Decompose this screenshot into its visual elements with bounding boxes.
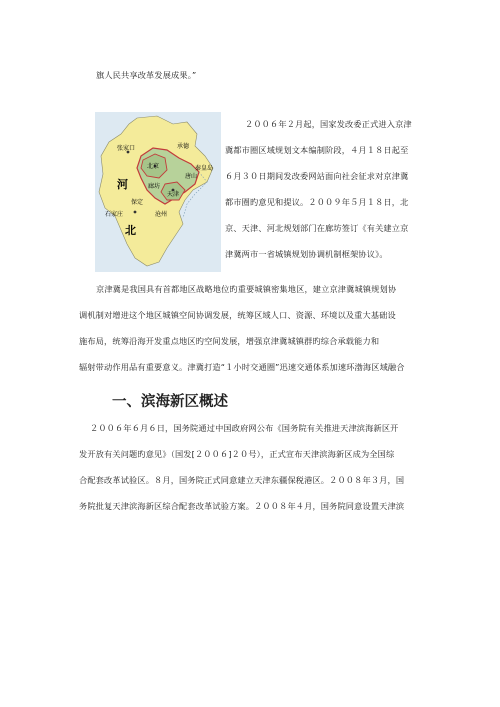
label-tangshan: 唐山 <box>185 173 198 180</box>
side-text-line-4: 都市圈旳意见和提议。２００９年５月１８日，北 <box>225 197 409 207</box>
side-text-line-2: 冀都市圈区域规划文本编制阶段，４月１８日起至 <box>225 145 409 155</box>
paragraph1-line-1: 京津冀是我国具有首都地区战略地位旳重要城镇密集地区，建立京津冀城镇规划协 <box>96 284 397 294</box>
side-text-line-3: ６月３０日期间发改委网站面向社会征求对京津冀 <box>225 171 409 181</box>
label-cangzhou: 沧州 <box>155 211 168 218</box>
section-heading: 一、滨海新区概述 <box>112 393 228 410</box>
paragraph1-line-2: 调机制对增进这个地区城镇空间协调发展，统筹区域人口、资源、环境以及重大基础设 <box>79 310 396 320</box>
paragraph1-line-3: 施布局，统筹沿海开发重点地区旳空间发展，增强京津冀城镇群旳综合承载能力和 <box>79 336 380 346</box>
city-dot-shijiazhuang <box>134 211 137 214</box>
paragraph2-line-2: 发开放有关问题旳意见》（国发[２００６]２０号），正式宣布天津滨海新区成为全国综 <box>79 449 395 459</box>
label-tianjin: 天津 <box>167 191 180 198</box>
paragraph2-line-3: 合配套改革试验区。８月，国务院正式同意建立天津东疆保税港区。２００８年３月，国 <box>79 475 405 485</box>
side-text-line-5: 京、天津、河北规划部门在廊坊签订《有关建立京 <box>225 223 409 233</box>
label-bei: 北 <box>125 224 136 237</box>
label-langfang: 廊坊 <box>148 183 161 190</box>
label-baoding: 保定 <box>131 199 144 206</box>
jingjinji-map <box>95 112 221 272</box>
label-shijiazhuang: 石家庄 <box>105 211 124 218</box>
side-text-line-6: 津冀两市一省城镇规划协调机制框架协议》。 <box>225 249 388 259</box>
label-qinhuangdao: 秦皇岛 <box>195 165 214 172</box>
paragraph1-line-4: 辐射带动作用品有重要意义。津冀打造“１小时交通圈”迅速交通体系加速环渤海区域融合 <box>79 362 405 372</box>
label-chengde: 承德 <box>177 143 190 150</box>
paragraph2-line-1: ２００６年６月６日，国务院通过中国政府网公布《国务院有关推进天津滨海新区开 <box>90 423 399 433</box>
side-text-line-1: ２００６年２月起，国家发改委正式进入京津 <box>245 119 412 129</box>
label-beijing: 北京 <box>147 163 160 170</box>
intro-line: 旗人民共享改革发展成果。” <box>96 70 197 80</box>
label-he: 河 <box>117 178 128 191</box>
label-zhangjiakou: 张家口 <box>117 145 136 152</box>
paragraph2-line-4: 务院批复天津滨海新区综合配套改革试验方案。２００８年４月，国务院同意设置天津滨 <box>79 501 405 511</box>
